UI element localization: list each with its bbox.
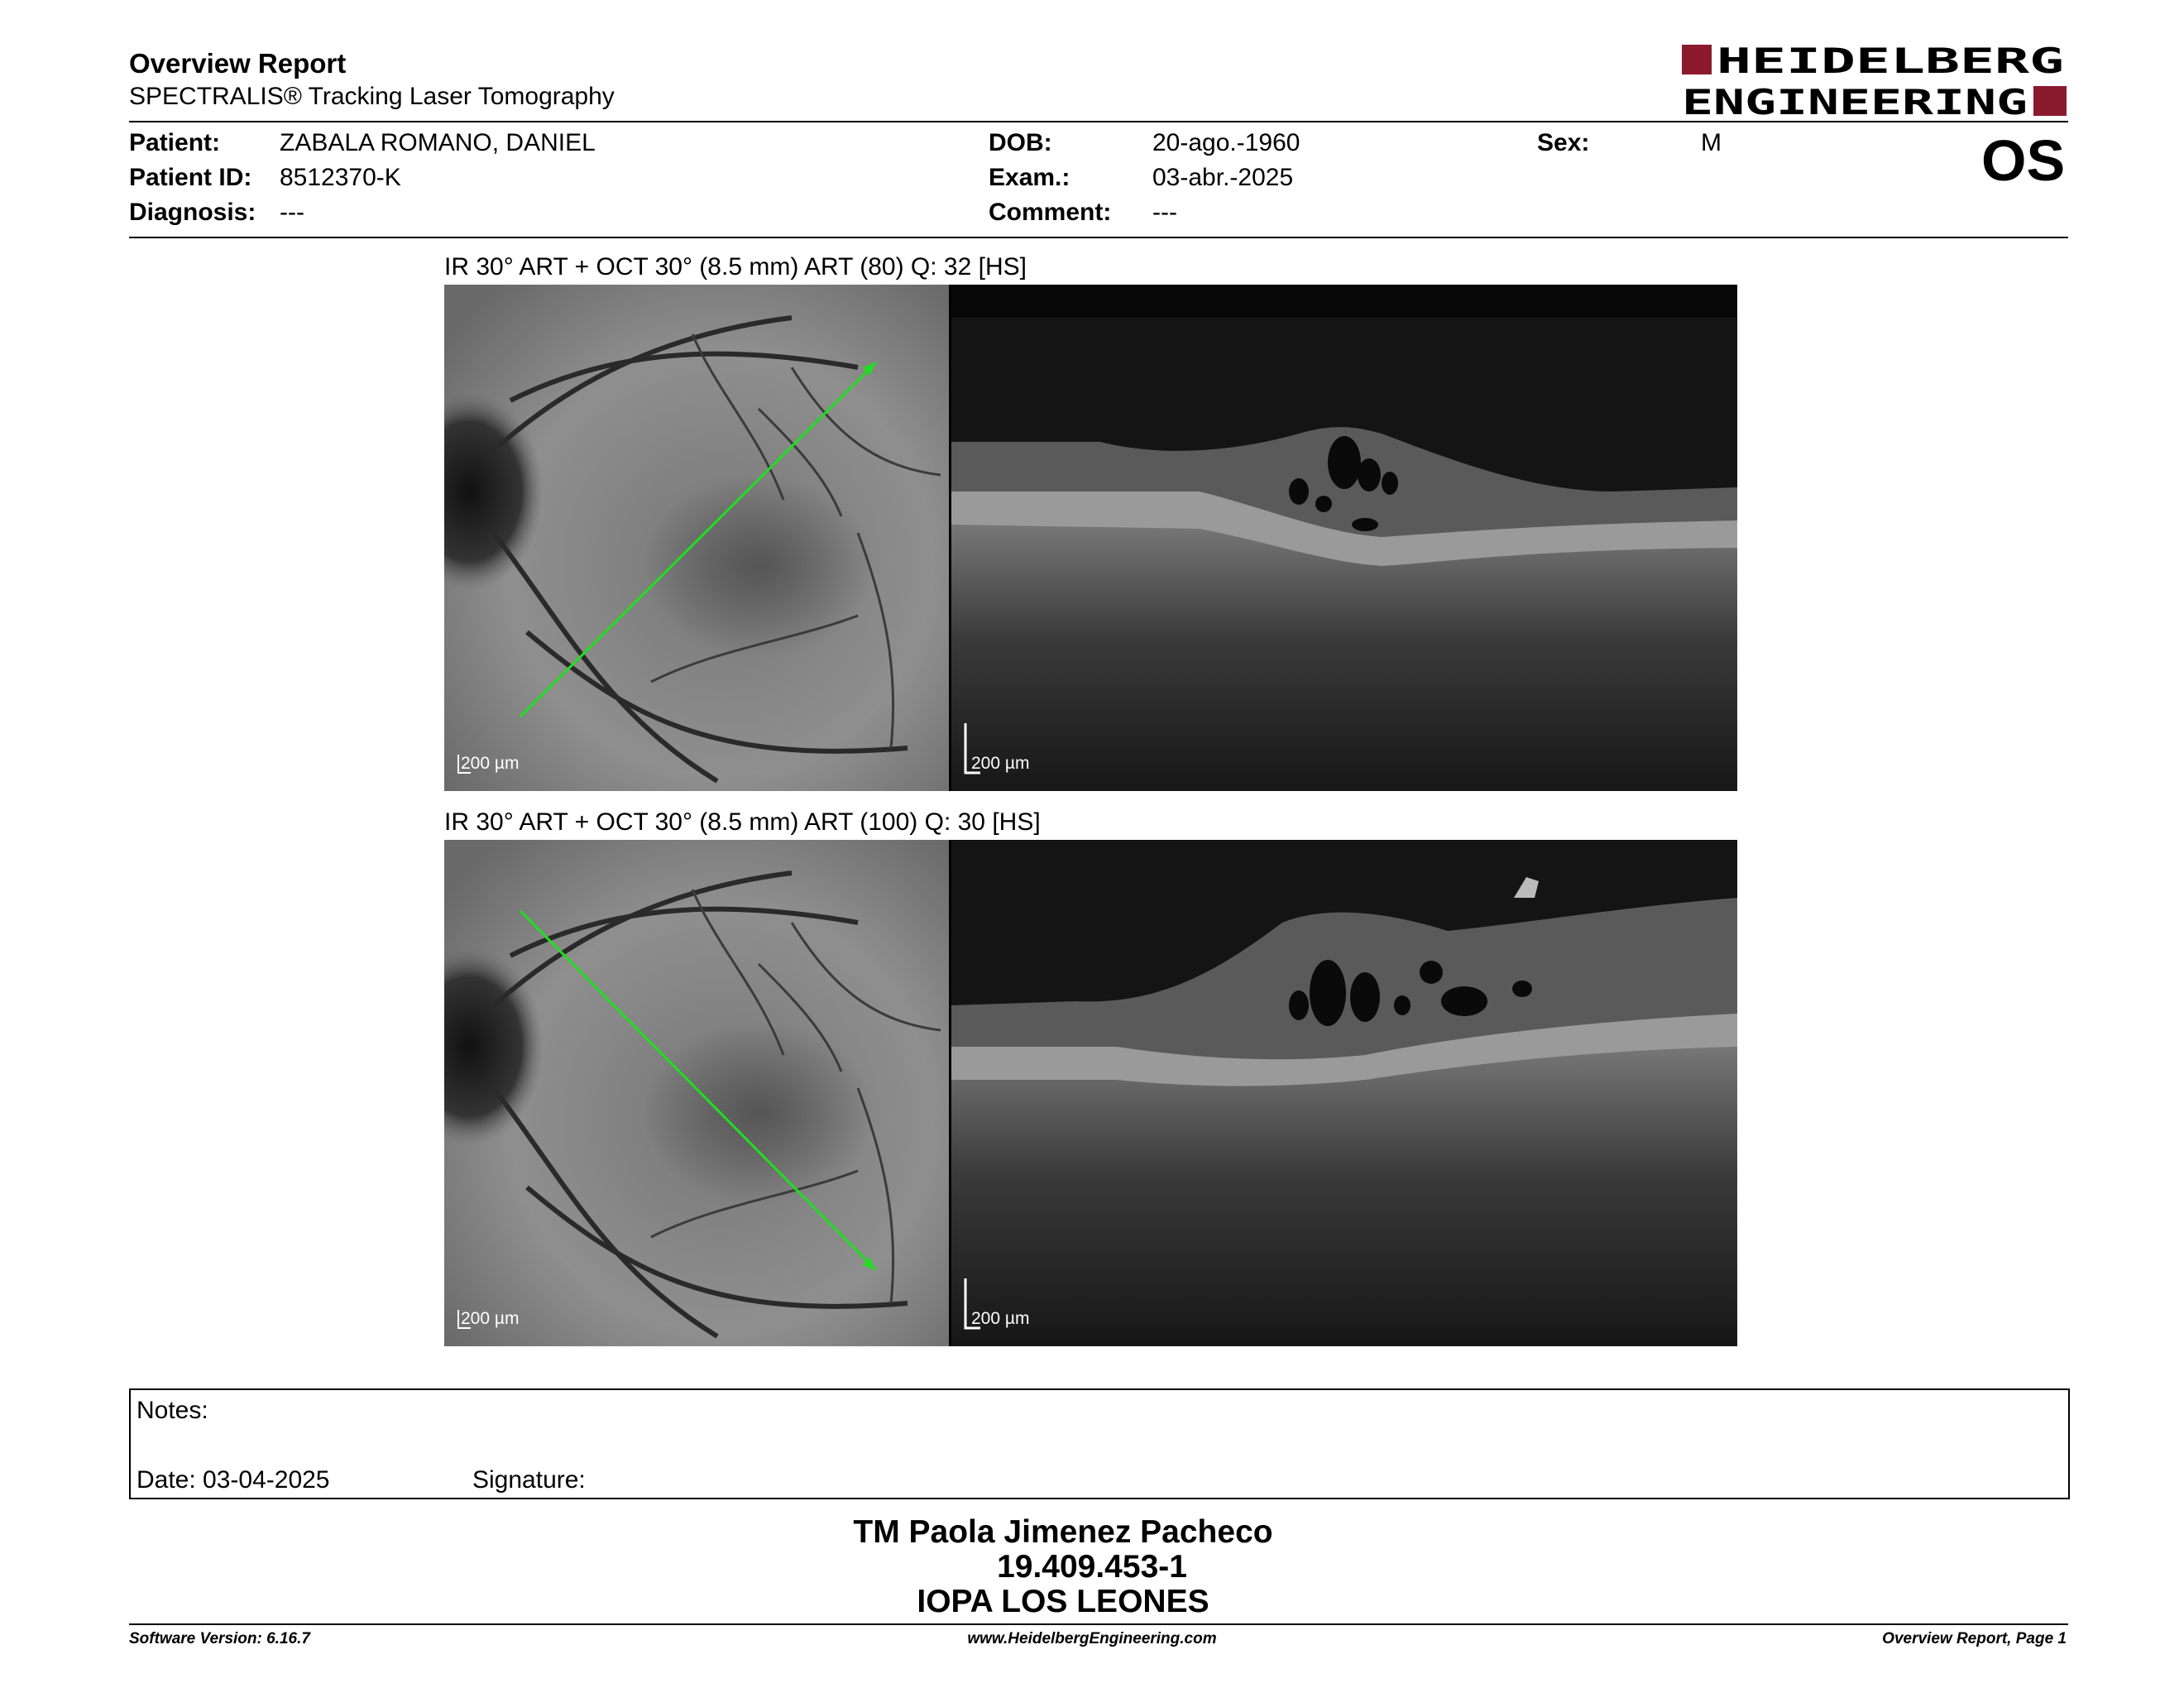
comment-value: --- bbox=[1152, 199, 1177, 226]
report-title: Overview Report bbox=[129, 48, 347, 79]
heidelberg-logo bbox=[1682, 45, 2067, 119]
logo-line1: HEIDELBERG bbox=[1717, 45, 2064, 81]
stamp-id: 19.409.453-1 bbox=[997, 1549, 1187, 1585]
scan-line-1 bbox=[444, 285, 949, 791]
exam-date: 03-abr.-2025 bbox=[1152, 164, 1294, 191]
page-number: Overview Report, Page 1 bbox=[1882, 1630, 2067, 1647]
eye-indicator: OS bbox=[1981, 128, 2066, 193]
diagnosis-label: Diagnosis: bbox=[129, 199, 256, 226]
stamp-institution: IOPA LOS LEONES bbox=[917, 1584, 1209, 1619]
patient-divider bbox=[129, 237, 2068, 238]
stamp-name: TM Paola Jimenez Pacheco bbox=[853, 1514, 1273, 1550]
date-label: Date: 03-04-2025 bbox=[136, 1466, 330, 1494]
dob-label: DOB: bbox=[989, 129, 1052, 156]
software-version: Software Version: 6.16.7 bbox=[129, 1630, 310, 1647]
oct-scale-2: 200 µm bbox=[971, 1309, 1030, 1328]
patient-id-label: Patient ID: bbox=[129, 164, 252, 191]
patient-label: Patient: bbox=[129, 129, 221, 156]
patient-name: ZABALA ROMANO, DANIEL bbox=[280, 129, 596, 156]
fundus-scale-1: 200 µm bbox=[461, 754, 520, 773]
sex-label: Sex: bbox=[1537, 129, 1590, 156]
scan-caption-2: IR 30° ART + OCT 30° (8.5 mm) ART (100) Q: 30 [HS] bbox=[444, 808, 1041, 836]
sex-value: M bbox=[1701, 129, 1722, 156]
logo-line2: ENGINEERING bbox=[1682, 82, 2028, 119]
dob-value: 20-ago.-1960 bbox=[1152, 129, 1300, 156]
oct-bscan-2 bbox=[951, 840, 1737, 1346]
scan-panel-2 bbox=[444, 840, 1737, 1346]
diagnosis-value: --- bbox=[280, 199, 304, 226]
oct-bscan-1 bbox=[951, 285, 1737, 791]
header-divider bbox=[129, 121, 2068, 122]
signature-label: Signature: bbox=[472, 1466, 586, 1494]
scan-caption-1: IR 30° ART + OCT 30° (8.5 mm) ART (80) Q: 32 [HS] bbox=[444, 253, 1027, 281]
oct-scale-1: 200 µm bbox=[971, 754, 1030, 773]
notes-label: Notes: bbox=[136, 1397, 208, 1424]
report-subtitle: SPECTRALIS® Tracking Laser Tomography bbox=[129, 83, 615, 110]
footer-divider bbox=[129, 1623, 2068, 1625]
notes-box bbox=[129, 1388, 2070, 1499]
scan-panel-1 bbox=[444, 285, 1737, 791]
fundus-scale-2: 200 µm bbox=[461, 1309, 520, 1328]
comment-label: Comment: bbox=[989, 199, 1112, 226]
exam-label: Exam.: bbox=[989, 164, 1070, 191]
patient-id: 8512370-K bbox=[280, 164, 401, 191]
scan-line-2 bbox=[444, 840, 949, 1346]
website-link[interactable]: www.HeidelbergEngineering.com bbox=[967, 1630, 1217, 1647]
